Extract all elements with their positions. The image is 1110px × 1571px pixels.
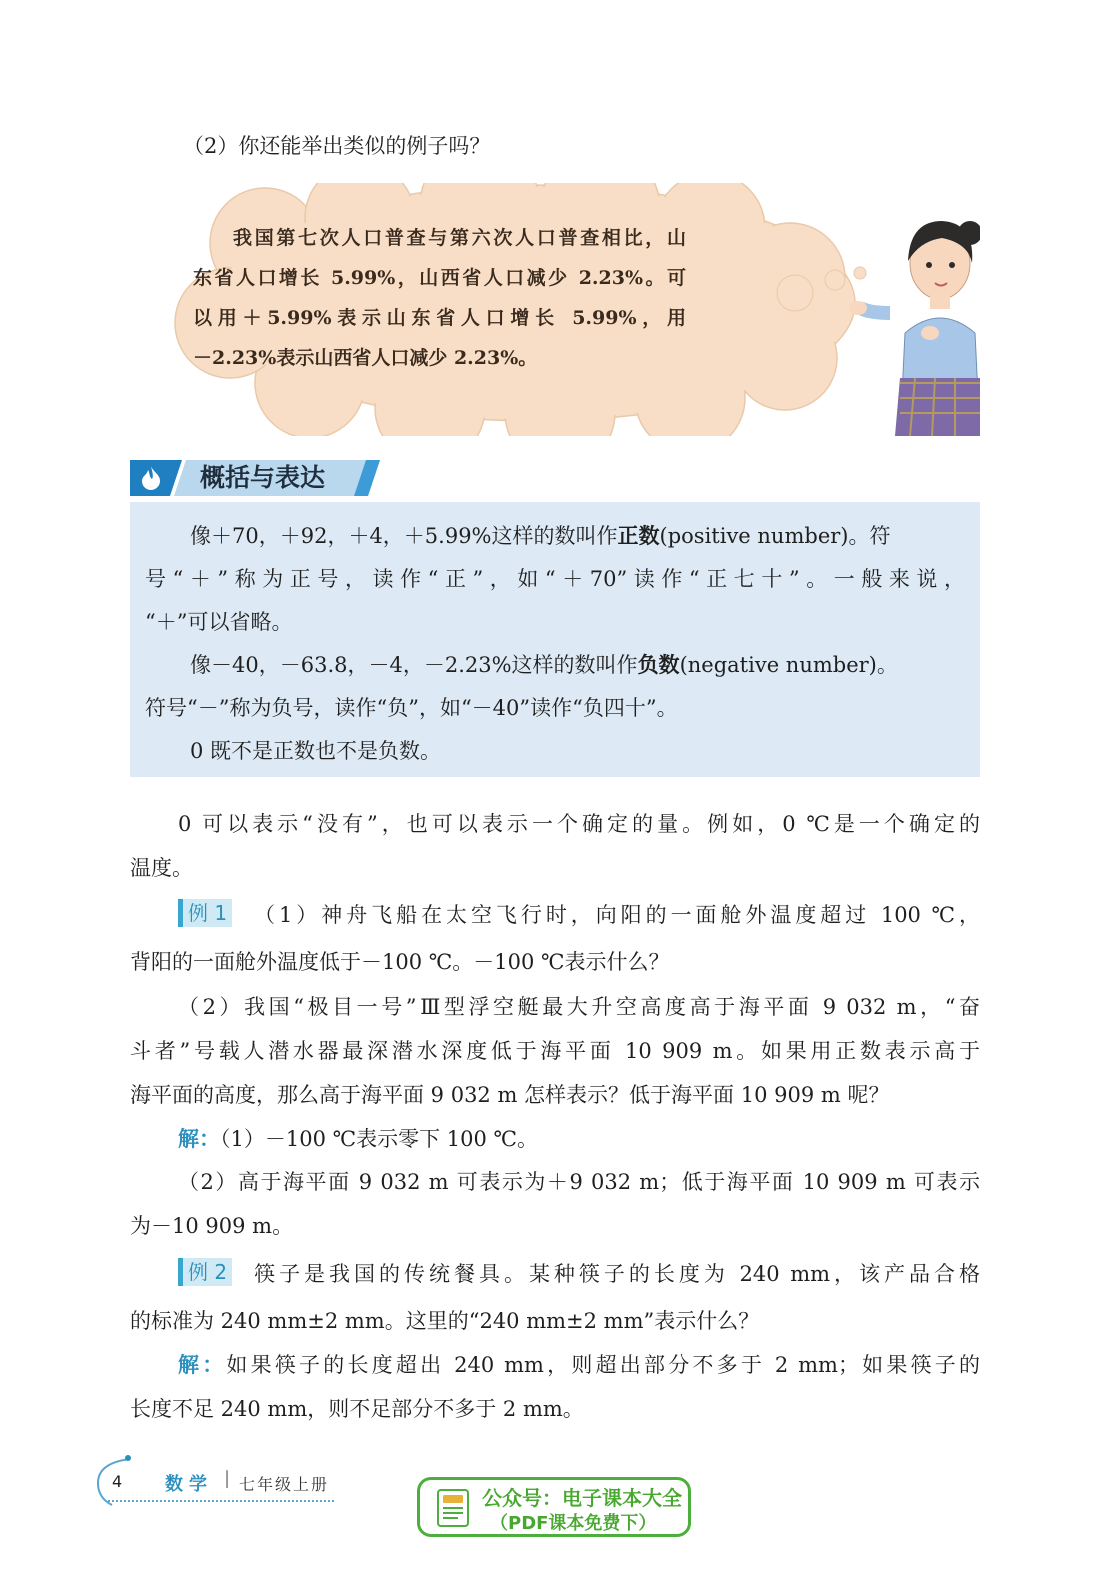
bubble-line: 以用＋5.99%表示山东省人口增长 5.99%，用 [193, 307, 686, 329]
negative-term: 负数 [637, 653, 680, 677]
positive-definition-line: 号“＋”称为正号，读作“正”，如“＋70”读作“正七十”。一般来说， [145, 567, 965, 591]
book-icon [434, 1488, 474, 1530]
example-2-solution-line [178, 1343, 980, 1387]
zero-definition-line: 0 既不是正数也不是负数。 [190, 739, 442, 763]
text-span: 筷子是我国的传统餐具。某种筷子的长度为 240 mm，该产品合格 [250, 1262, 980, 1286]
text-span: 像－40，－63.8，－4，－2.23%这样的数叫作 [190, 653, 638, 677]
flame-icon [139, 465, 163, 491]
watermark-badge [417, 1477, 691, 1537]
positive-definition-line [190, 514, 965, 558]
example-1-line: 斗者”号载人潜水器最深潜水深度低于海平面 10 909 m。如果用正数表示高于 [130, 1039, 980, 1063]
footer-divider [108, 1500, 334, 1502]
example-1-solution-line: 为－10 909 m。 [130, 1214, 294, 1238]
page-number: 4 [112, 1472, 123, 1491]
zero-paragraph-line: 0 可以表示“没有”，也可以表示一个确定的量。例如，0 ℃是一个确定的 [178, 812, 980, 836]
footer-grade: 七年级上册 [239, 1475, 330, 1494]
bubble-line: 东省人口增长 5.99%，山西省人口减少 2.23%。可 [193, 267, 686, 289]
example-1-line: 海平面的高度，那么高于海平面 9 032 m 怎样表示？低于海平面 10 909 m 呢？ [130, 1083, 890, 1107]
text-span: （1）神舟飞船在太空飞行时，向阳的一面舱外温度超过 100 ℃， [250, 903, 980, 927]
solution-label: 解： [178, 1127, 220, 1151]
text-span: (positive number)。符 [659, 524, 891, 548]
text-span: 如果筷子的长度超出 240 mm，则超出部分不多于 2 mm；如果筷子的 [226, 1353, 981, 1377]
example-1-solution-line [178, 1117, 538, 1161]
solution-label: 解： [178, 1353, 227, 1377]
example-2-line [178, 1252, 980, 1296]
watermark-line: 公众号：电子课本大全 [482, 1486, 682, 1510]
negative-definition-line: 符号“－”称为负号，读作“负”，如“－40”读作“负四十”。 [145, 696, 678, 720]
text-span: 像＋70，＋92，＋4，＋5.99%这样的数叫作 [190, 524, 618, 548]
example-1-solution-line: （2）高于海平面 9 032 m 可表示为＋9 032 m；低于海平面 10 909 m 可表示 [178, 1170, 980, 1194]
example-1-line [178, 893, 980, 937]
definition-box [130, 502, 980, 777]
footer-subject: 数学 [165, 1474, 213, 1495]
zero-paragraph-line: 温度。 [130, 856, 193, 880]
footer-separator: | [224, 1468, 231, 1489]
positive-definition-line: “＋”可以省略。 [145, 610, 293, 634]
example-2-solution-line: 长度不足 240 mm，则不足部分不多于 2 mm。 [130, 1397, 584, 1421]
text-span: (negative number)。 [679, 653, 898, 677]
bubble-line: 我国第七次人口普查与第六次人口普查相比，山 [233, 227, 686, 249]
example-2-label: 例 2 [178, 1258, 232, 1286]
watermark-line: （PDF课本免费下） [490, 1513, 657, 1534]
section-title: 概括与表达 [200, 463, 326, 492]
positive-term: 正数 [617, 524, 660, 548]
bubble-line: －2.23%表示山西省人口减少 2.23%。 [193, 347, 538, 369]
text-span: （1）－100 ℃表示零下 100 ℃。 [220, 1127, 539, 1151]
example-1-line: （2）我国“极目一号”Ⅲ型浮空艇最大升空高度高于海平面 9 032 m，“奋 [178, 995, 980, 1019]
bubble-text [193, 218, 686, 378]
example-2-line: 的标准为 240 mm±2 mm。这里的“240 mm±2 mm”表示什么？ [130, 1309, 760, 1333]
example-1-line: 背阳的一面舱外温度低于－100 ℃。－100 ℃表示什么？ [130, 950, 670, 974]
negative-definition-line [190, 643, 965, 687]
example-1-label: 例 1 [178, 899, 232, 927]
question-line: （2）你还能举出类似的例子吗？ [183, 134, 491, 158]
girl-illustration [849, 221, 980, 436]
section-header [130, 458, 380, 498]
